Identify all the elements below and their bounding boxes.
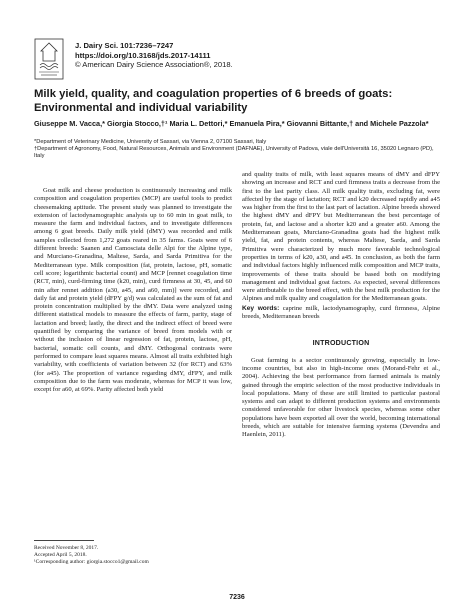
affiliations: [34, 139, 444, 161]
citation: J. Dairy Sci. 101:7236–7247: [75, 41, 174, 50]
introduction-text: Goat farming is a sector continuously growing, especially in low-income countries, but also in high-income ones (Morand-Fehr et al., 2004). Achieving the best performance from farmed animals is mainly gained through the empiric selection of the most productive individuals in local populations. Many of these are still limited to particular pastoral systems and can adapt to different production systems and environments considered unfavorable for other livestock species, whereas some other populations have been exported all over the world, becoming international breeds, which are suitable for intensive farming systems (Devendra and Haenlein, 2011).: [242, 356, 440, 439]
author-list: Giuseppe M. Vacca,* Giorgia Stocco,†¹ Maria L. Dettori,* Emanuela Pira,* Giovanni Bittante,† and Michele Pazzola*: [34, 119, 429, 128]
keywords: [242, 305, 440, 322]
accepted-date: Accepted April 5, 2018.: [34, 552, 87, 558]
section-heading-introduction: INTRODUCTION: [312, 339, 370, 348]
corresponding-author: ¹Corresponding author: giorgia.stocco1@gmail.com: [34, 559, 149, 565]
journal-logo-icon: [33, 37, 65, 81]
copyright: © American Dairy Science Association®, 2018.: [75, 60, 233, 70]
journal-logo: [33, 37, 65, 81]
keywords-text: caprine milk, lactodynamography, curd firmness, Alpine breeds, Mediterranean breeds: [242, 304, 440, 321]
abstract-continuation: and quality traits of milk, with least squares means of dMY and dFPY showing an increase and RCT and curd firmness traits a decrease from the first to the last parity class. All milk quality traits, excluding fat, were affected by the stage of lactation; RCT and k20 decreased rapidly and a45 was higher from the first to the last part of lactation. Alpine breeds showed the highest dMY and dFPY but Mediterranean the best percentage of protein, fat, and lactose and a shorter k20 and a greater a60. Among the Mediterranean goats, Murciano-Granadina goats had the highest milk yield, fat, and protein contents, whereas Maltese, Sarda, and Sarda Primitiva were characterized by much more favorable technological properties in terms of k20, a30, and a45. In conclusion, as both the farm and individual factors highly influenced milk composition and MCP traits, improvements of these traits should be based both on modifying management and individual goat factors. As expected, several differences were attributable to the breed effect, with the best milk production for the Alpines and milk quality and coagulation for the Mediterranean goats.: [242, 171, 440, 303]
affiliation-2: †Department of Agronomy, Food, Natural Resources, Animals and Environment (DAFNAE), University of Padova, viale dell'Università 16, 35020 Legnaro (PD), Italy: [34, 146, 434, 160]
doi-link[interactable]: https://doi.org/10.3168/jds.2017-14111: [75, 50, 211, 60]
footnote-divider: [34, 540, 94, 541]
journal-info: [75, 41, 233, 70]
received-date: Received November 8, 2017.: [34, 545, 99, 551]
right-column: [242, 171, 440, 440]
affiliation-1: *Department of Veterinary Medicine, University of Sassari, via Vienna 2, 07100 Sassari, Italy: [34, 139, 267, 145]
paper-title: Milk yield, quality, and coagulation properties of 6 breeds of goats: Environmental and individual variability: [34, 88, 393, 114]
keywords-label: Key words:: [242, 304, 280, 312]
page-number: 7236: [229, 594, 245, 601]
footnotes: [34, 545, 232, 566]
abstract-text: Goat milk and cheese production is continuously increasing and milk composition and coagulation properties (MCP) are useful tools to predict cheesemaking aptitude. The present study was planned to investigate the extension of lactodynamographic analysis up to 60 min in goat milk, to measure the farm and individual factors, and to investigate differences among 6 goat breeds. Daily milk yield (dMY) was recorded and milk samples collected from 1,272 goats reared in 35 farms. Goats were of 6 different breeds: Saanen and Camosciata delle Alpi for the Alpine type, and Murciano-Granadina, Maltese, Sarda, and Sarda Primitiva for the Mediterranean type. Milk composition (fat, protein, lactose, pH, somatic cell score; logarithmic bacterial count) and MCP [rennet coagulation time (RCT, min), curd-firming time (k20, min), curd firmness at 30, 45, and 60 min after rennet addition (a30, a45, and a60, mm)] were recorded, and daily fat and protein yield (dFPY g/d) was calculated as the sum of fat and protein concentration multiplied by the dMY. Data were analyzed using different statistical models to measure the effects of farm, parity, stage of lactation and breed; lastly, the direct and the indirect effect of breed were quantified by comparing the variance of breed from models with or without the inclusion of linear regression of fat, protein, lactose, pH, bacterial, somatic cell counts, and dMY. Orthogonal contrasts were performed to compare least squares means. Almost all traits exhibited high variability, with coefficients of variation between 32 (for RCT) and 63% (for a45). The proportion of variance regarding dMY, dFPY, and milk composition due to the farm was moderate, whereas for MCP it was low, except for a60, at 69%. Parity affected both yield: [34, 187, 232, 394]
